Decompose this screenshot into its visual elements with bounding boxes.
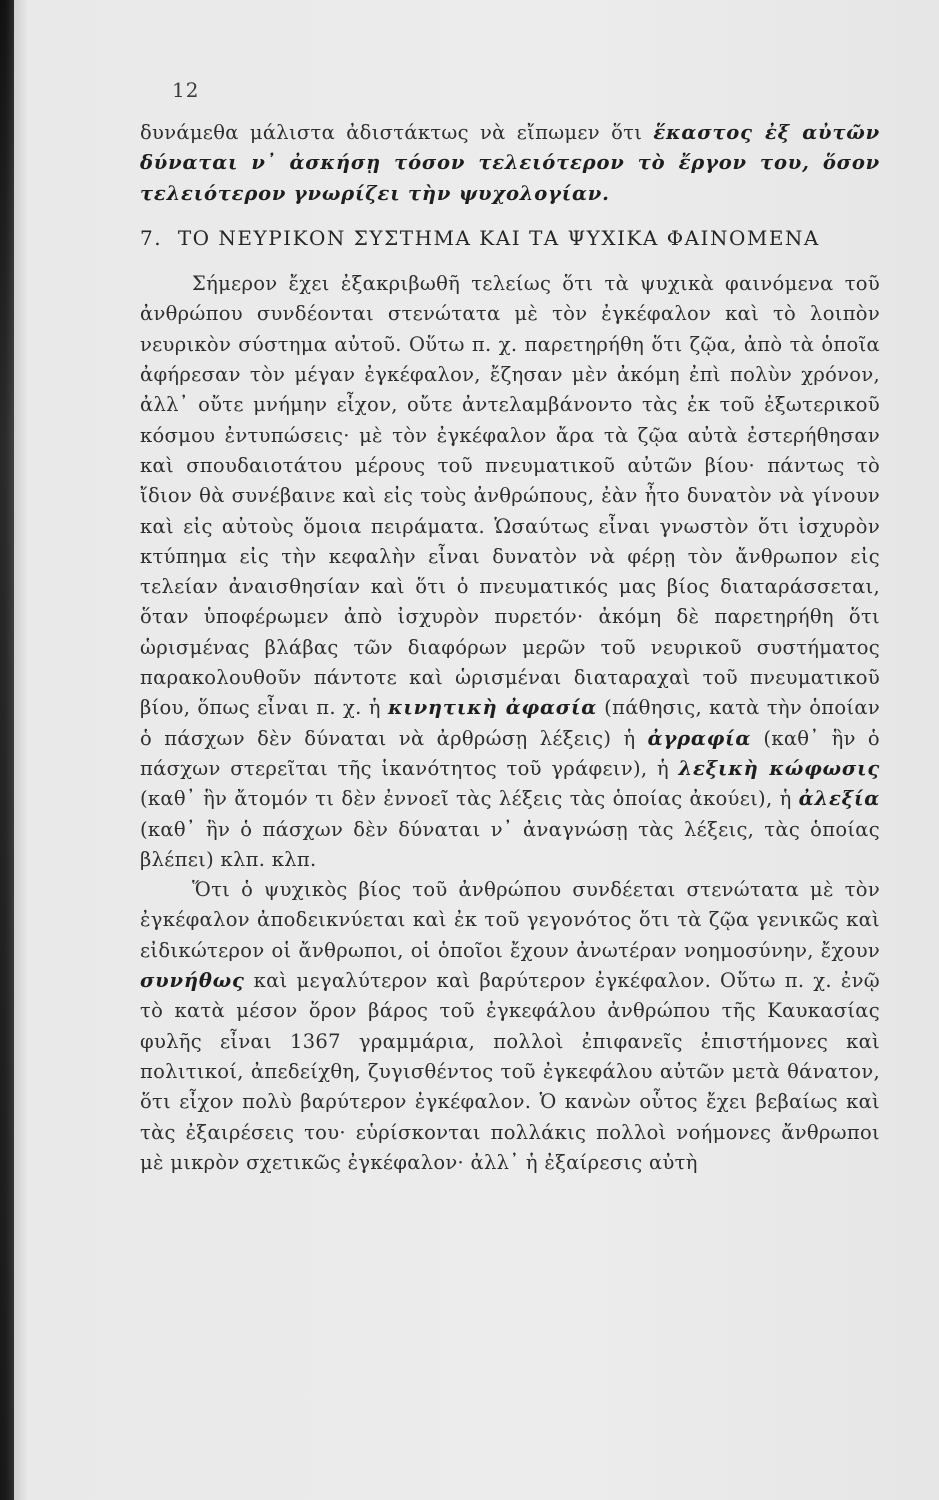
text-run: καὶ μεγαλύτερον καὶ βαρύτερον ἐγκέφαλον. Οὕτω π. χ. ἐνῷ τὸ κατὰ μέσον ὅρον βάρος τοῦ ἐγκεφάλου ἀνθρώπου τῆς Καυκασίας φυλῆς εἶναι 1367 γραμμάρια, πολλοὶ ἐπιφανεῖς ἐπιστήμονες καὶ πολιτικοί, ἀπεδείχθη, ζυγισθέντος τοῦ ἐγκεφάλου αὐτῶν μετὰ θάνατον, ὅτι εἶχον πολὺ βαρύτερον ἐγκέφαλον. Ὁ κανὼν οὗτος ἔχει βεβαίως καὶ τὰς ἐξαιρέσεις του· εὑρίσκονται πολλάκις πολλοὶ νοήμονες ἄνθρωποι μὲ μικρὸν σχετικῶς ἐγκέφαλον· ἀλλ᾿ ἡ ἐξαίρεσις αὐτὴ: [140, 969, 880, 1174]
text-run: Ὅτι ὁ ψυχικὸς βίος τοῦ ἀνθρώπου συνδέεται στενώτατα μὲ τὸν ἐγκέφαλον ἀποδεικνύεται καὶ ἐκ τοῦ γεγονότος ὅτι τὰ ζῷα γενικῶς καὶ εἰδικώτερον οἱ ἄνθρωποι, οἱ ὁποῖοι ἔχουν ἀνωτέραν νοημοσύνην, ἔχουν: [140, 878, 880, 962]
paragraph-nervous-system: [140, 269, 880, 875]
term-usually: συνήθως: [140, 969, 245, 993]
intro-lead: δυνάμεθα μάλιστα ἀδιστάκτως νὰ εἴπωμεν ὅτι: [140, 121, 654, 144]
text-run: (πάθησις, κατὰ τὴν ὁποίαν ὁ πάσχων δὲν δύναται νὰ ἀρθρώσῃ λέξεις) ἡ: [140, 696, 880, 750]
term-alexia: ἀλεξία: [798, 787, 880, 811]
text-run: (καθ᾿ ἣν ἄτομόν τι δὲν ἐννοεῖ τὰς λέξεις τὰς ὁποίας ἀκούει), ἡ: [140, 787, 799, 811]
section-title: ΤΟ ΝΕΥΡΙΚΟΝ ΣΥΣΤΗΜΑ ΚΑΙ ΤΑ ΨΥΧΙΚΑ ΦΑΙΝΟΜΕΝΑ: [177, 225, 820, 250]
intro-paragraph: [140, 118, 880, 209]
text-run: (καθ᾿ ἣν ὁ πάσχων δὲν δύναται ν᾿ ἀναγνώσῃ τὰς λέξεις, τὰς ὁποίας βλέπει) κλπ. κλπ.: [140, 817, 880, 871]
page-body: [140, 118, 880, 1178]
term-word-deafness: λεξικὴ κώφωσις: [678, 756, 880, 780]
term-motor-aphasia: κινητικὴ ἀφασία: [387, 696, 597, 720]
page-number: 12: [172, 78, 200, 102]
paragraph-brain-weight: [140, 875, 880, 1178]
section-number: 7.: [140, 225, 163, 250]
text-run: Σήμερον ἔχει ἐξακριβωθῆ τελείως ὅτι τὰ ψυχικὰ φαινόμενα τοῦ ἀνθρώπου συνδέονται στενώτατα μὲ τὸν ἐγκέφαλον καὶ τὸ λοιπὸν νευρικὸν σύστημα αὐτοῦ. Οὕτω π. χ. παρετηρήθη ὅτι ζῷα, ἀπὸ τὰ ὁποῖα ἀφήρεσαν τὸν μέγαν ἐγκέφαλον, ἔζησαν μὲν ἀκόμη ἐπὶ πολὺν χρόνον, ἀλλ᾿ οὔτε μνήμην εἶχον, οὔτε ἀντελαμβάνοντο τὰς ἐκ τοῦ ἐξωτερικοῦ κόσμου ἐντυπώσεις· μὲ τὸν ἐγκέφαλον ἄρα τὰ ζῷα αὐτὰ ἐστερήθησαν καὶ σπουδαιοτάτου μέρους τοῦ πνευματικοῦ αὐτῶν βίου· πάντως τὸ ἴδιον θὰ συνέβαινε καὶ εἰς τοὺς ἀνθρώπους, ἐὰν ἦτο δυνατὸν νὰ γίνουν καὶ εἰς αὐτοὺς ὅμοια πειράματα. Ὡσαύτως εἶναι γνωστὸν ὅτι ἰσχυρὸν κτύπημα εἰς τὴν κεφαλὴν εἶναι δυνατὸν νὰ φέρῃ τὸν ἄνθρωπον εἰς τελείαν ἀναισθησίαν καὶ ὅτι ὁ πνευματικός μας βίος διαταράσσεται, ὅταν ὑποφέρωμεν ἀπὸ ἰσχυρὸν πυρετόν· ἀκόμη δὲ παρετηρήθη ὅτι ὡρισμένας βλάβας τῶν διαφόρων μερῶν τοῦ νευρικοῦ συστήματος παρακολουθοῦν πάντοτε καὶ ὡρισμέναι διαταραχαὶ τοῦ πνευματικοῦ βίου, ὅπως εἶναι π. χ. ἡ: [140, 272, 880, 720]
term-agraphia: ἀγραφία: [647, 726, 752, 750]
section-heading: [140, 223, 880, 253]
intro-emphasis: ἕκαστος ἐξ αὐτῶν δύναται ν᾿ ἀσκήσῃ τόσον τελειότερον τὸ ἔργον του, ὅσον τελειότερον γνωρίζει τὴν ψυχολογίαν.: [140, 121, 880, 205]
text-run: (καθ᾿ ἣν ὁ πάσχων στερεῖται τῆς ἱκανότητος τοῦ γράφειν), ἡ: [140, 726, 880, 780]
